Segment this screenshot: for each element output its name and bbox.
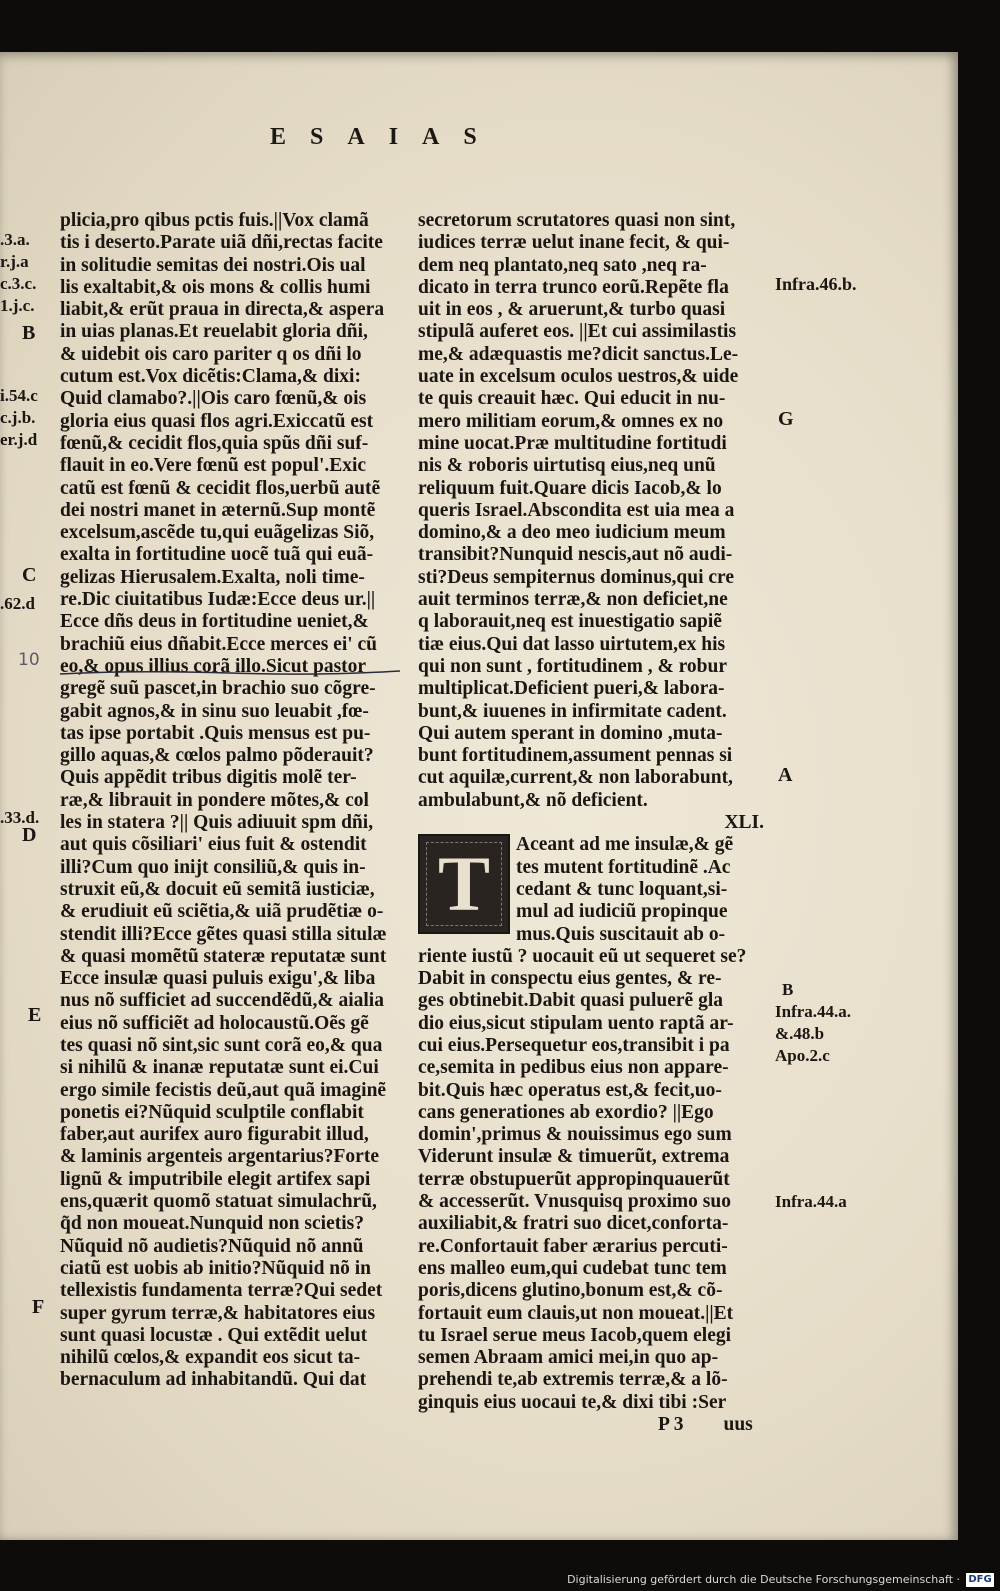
text-line: eius nõ sufficiẽt ad holocaustũ.Oẽs gẽ xyxy=(60,1012,369,1034)
text-line: iudices terræ uelut inane fecit, & qui- xyxy=(418,232,730,254)
text-line: dei nostri manet in æternũ.Sup montẽ xyxy=(60,499,376,521)
margin-note-left: er.j.d xyxy=(0,430,38,449)
margin-note-left: r.j.a xyxy=(0,252,29,271)
text-line: tas ipse portabit .Quis mensus est pu- xyxy=(60,722,371,744)
text-line: excelsum,ascẽde tu,qui euãgelizas Siõ, xyxy=(60,522,375,544)
text-line: stipulã auferet eos. ||Et cui assimilastis xyxy=(418,321,737,343)
text-line: cutum est.Vox dicẽtis:Clama,& dixi: xyxy=(60,366,361,388)
margin-note-left: .33.d. xyxy=(0,808,40,827)
text-line: sti?Deus sempiternus dominus,qui cre xyxy=(418,566,735,588)
margin-letter-right: A xyxy=(778,764,793,786)
text-line: nus nõ sufficiet ad succendẽdũ,& aialia xyxy=(60,990,384,1012)
text-line: mero militiam eorum,& omnes ex no xyxy=(418,410,724,432)
text-line: riente iustũ ? uocauit eũ ut sequeret se? xyxy=(418,945,747,967)
text-line: mul ad iudiciũ propinque xyxy=(516,901,728,923)
ink-underline-stroke xyxy=(60,668,400,678)
text-line: liabit,& erũt praua in directa,& aspera xyxy=(60,299,385,321)
text-line: uit in eos , & aruerunt,& turbo quasi xyxy=(418,299,726,321)
text-line: & laminis argenteis argentarius?Forte xyxy=(60,1146,379,1168)
text-line: lis exaltabit,& ois mons & collis humi xyxy=(60,276,371,298)
text-line: te quis creauit hæc. Qui educit in nu- xyxy=(418,388,726,410)
text-line: plicia,pro qibus pctis fuis.||Vox clamã xyxy=(60,210,369,231)
text-line: semen Abraam amici mei,in quo ap- xyxy=(418,1347,719,1369)
text-line: nihilũ cœlos,& expandit eos sicut ta- xyxy=(60,1347,361,1369)
text-line: fœnũ,& cecidit flos,quia spũs dñi suf- xyxy=(60,432,369,454)
text-line: auxiliabit,& fratri suo dicet,conforta- xyxy=(418,1213,729,1235)
text-line: stendit illi?Ecce gẽtes quasi stilla situlæ xyxy=(60,923,387,945)
margin-note-left: c.j.b. xyxy=(0,408,36,427)
text-line: ponetis ei?Nũquid sculptile conflabit xyxy=(60,1101,364,1123)
margin-note-left: 1.j.c. xyxy=(0,296,35,315)
text-line: bunt,& iuuenes in infirmitate cadent. xyxy=(418,700,727,722)
margin-note-right: Infra.44.a. xyxy=(775,1002,852,1021)
text-line: ens malleo eum,qui cudebat tunc tem xyxy=(418,1257,727,1279)
margin-letter-left: B xyxy=(22,322,36,344)
right-column-bottom-text xyxy=(418,946,768,1414)
text-line: Viderunt insulæ & timuerũt, extrema xyxy=(418,1146,730,1168)
text-line: auit terminos terræ,& non deficiet,ne xyxy=(418,589,728,611)
text-line: queris Israel.Abscondita est uia mea a xyxy=(418,499,735,521)
dfg-logo: DFG xyxy=(966,1573,994,1587)
page-signature-line xyxy=(418,1414,768,1436)
text-line: dem neq plantato,neq sato ,neq ra- xyxy=(418,254,707,276)
margin-note-left: .62.d xyxy=(0,594,35,613)
left-text-column xyxy=(60,210,410,1392)
text-line: transibit?Nunquid nescis,aut nõ audi- xyxy=(418,544,733,566)
text-line: re.Dic ciuitatibus Iudæ:Ecce deus ur.|| xyxy=(60,589,376,611)
text-line: gelizas Hierusalem.Exalta, noli time- xyxy=(60,566,365,588)
margin-note-left: c.3.c. xyxy=(0,274,37,293)
text-line: ciatũ est uobis ab initio?Nũquid nõ in xyxy=(60,1257,372,1279)
text-line: lignũ & imputribile elegit artifex sapi xyxy=(60,1168,371,1190)
text-line: qui non sunt , fortitudinem , & robur xyxy=(418,655,727,677)
text-line: tes quasi nõ sint,sic sunt corã eo,& qua xyxy=(60,1034,383,1056)
margin-note-left: i.54.c xyxy=(0,386,38,405)
text-line: Dabit in conspectu eius gentes, & re- xyxy=(418,968,722,990)
text-line: q laborauit,neq est inuestigatio sapiẽ xyxy=(418,611,722,633)
margin-note-right: Apo.2.c xyxy=(775,1046,830,1065)
text-line: bunt fortitudinem,assument pennas si xyxy=(418,745,733,767)
text-line: Quis appẽdit tribus digitis molẽ ter- xyxy=(60,767,357,789)
text-line: aut quis cõsiliari' eius fuit & ostendit xyxy=(60,834,367,856)
text-line: Qui autem sperant in domino ,muta- xyxy=(418,722,723,744)
margin-letter-left: D xyxy=(22,824,37,846)
text-line: dio eius,sicut stipulam uento raptã ar- xyxy=(418,1012,734,1034)
text-line: tis i deserto.Parate uiã dñi,rectas facite xyxy=(60,232,383,254)
text-line: nis & roboris uirtutisq eius,neq unũ xyxy=(418,455,716,477)
text-line: cans generationes ab exordio? ||Ego xyxy=(418,1101,714,1123)
text-line: terræ obstupuerũt appropinquauerũt xyxy=(418,1168,730,1190)
text-line: ambulabunt,& nõ deficient. xyxy=(418,789,648,811)
text-line: illi?Cum quo inijt consiliũ,& quis in- xyxy=(60,856,366,878)
chapter-number: XLI. xyxy=(724,812,764,834)
text-line: prehendi te,ab extremis terræ,& a lõ- xyxy=(418,1369,728,1391)
text-line: q̃d non moueat.Nunquid non scietis? xyxy=(60,1213,364,1235)
text-line: Nũquid nõ audietis?Nũquid nõ annũ xyxy=(60,1235,364,1257)
text-line: ges obtinebit.Dabit quasi puluerẽ gla xyxy=(418,990,724,1012)
text-line: Aceant ad me insulæ,& gẽ xyxy=(516,834,734,856)
margin-letter-right: G xyxy=(778,408,794,430)
text-line: Quid clamabo?.||Ois caro fœnũ,& ois xyxy=(60,388,367,410)
text-line: reliquum fuit.Quare dicis Iacob,& lo xyxy=(418,477,722,499)
text-line: Ecce insulæ quasi puluis exigu',& liba xyxy=(60,968,376,990)
text-line: in solitudie semitas dei nostri.Ois ual xyxy=(60,254,366,276)
text-line: faber,aut aurifex auro figurabit illud, xyxy=(60,1124,369,1146)
text-line: bernaculum ad inhabitandũ. Qui dat xyxy=(60,1369,367,1391)
margin-letter-right: B xyxy=(782,980,794,999)
right-column-top-text xyxy=(418,210,768,812)
right-text-column xyxy=(418,210,768,1436)
text-line: exalta in fortitudine uocẽ tuã qui euã- xyxy=(60,544,374,566)
text-line: & erudiuit eũ sciẽtia,& uiã prudẽtiæ o- xyxy=(60,901,384,923)
margin-note-right: Infra.44.a xyxy=(775,1192,847,1211)
page-header: ESAIAS xyxy=(270,124,501,150)
text-line: ergo simile fecistis deũ,aut quã imaginẽ xyxy=(60,1079,387,1101)
text-line: gloria eius quasi flos agri.Exiccatũ est xyxy=(60,410,374,432)
drop-cap-initial: T xyxy=(418,834,510,934)
text-line: si nihilũ & inanæ reputatæ sunt ei.Cui xyxy=(60,1057,379,1079)
text-line: tu Israel serue meus Iacob,quem elegi xyxy=(418,1324,732,1346)
text-line: brachiũ eius dñabit.Ecce merces ei' cũ xyxy=(60,633,378,655)
text-line: cedant & tunc loquant,si- xyxy=(516,878,728,900)
text-line: domino,& a deo meo iudicium meum xyxy=(418,522,726,544)
text-line: flauit in eo.Vere fœnũ est popul'.Exic xyxy=(60,455,367,477)
margin-letter-left: F xyxy=(32,1296,45,1318)
catchword: uus xyxy=(723,1414,753,1436)
text-line: bit.Quis hæc operatus est,& fecit,uo- xyxy=(418,1079,722,1101)
text-line: poris,dicens glutino,bonum est,& cõ- xyxy=(418,1280,723,1302)
text-line: struxit eũ,& docuit eũ semitã iusticiæ, xyxy=(60,878,375,900)
text-line: gregẽ suũ pascet,in brachio suo cõgre- xyxy=(60,678,376,700)
margin-note-left: .3.a. xyxy=(0,230,30,249)
text-line: & accesserũt. Vnusquisq proximo suo xyxy=(418,1191,731,1213)
text-line: ce,semita in pedibus eius non appare- xyxy=(418,1057,729,1079)
text-line: gillo aquas,& cœlos palmo põderauit? xyxy=(60,745,374,767)
book-page xyxy=(0,52,958,1540)
margin-letter-left: E xyxy=(28,1004,42,1026)
text-line: tellexistis fundamenta terræ?Qui sedet xyxy=(60,1280,383,1302)
text-line: catũ est fœnũ & cecidit flos,uerbũ autẽ xyxy=(60,477,381,499)
margin-note-right: Infra.46.b. xyxy=(775,274,857,294)
text-line: me,& adæquastis me?dicit sanctus.Le- xyxy=(418,343,739,365)
text-line: re.Confortauit faber ærarius percuti- xyxy=(418,1235,728,1257)
text-line: uate in excelsum oculos uestros,& uide xyxy=(418,366,739,388)
text-line: fortauit eum clauis,ut non moueat.||Et xyxy=(418,1302,734,1324)
text-line: ens,quærit quomõ statuat simulachrũ, xyxy=(60,1191,377,1213)
text-line: secretorum scrutatores quasi non sint, xyxy=(418,210,736,231)
text-line: sunt quasi locustæ . Qui extẽdit uelut xyxy=(60,1324,368,1346)
text-line: tiæ eius.Qui dat lasso uirtutem,ex his xyxy=(418,633,726,655)
text-line: mine uocat.Præ multitudine fortitudi xyxy=(418,432,727,454)
text-line: super gyrum terræ,& habitatores eius xyxy=(60,1302,376,1324)
text-line: & uidebit ois caro pariter q os dñi lo xyxy=(60,343,362,365)
text-line: tes mutent fortitudinẽ .Ac xyxy=(516,856,731,878)
text-line: ræ,& librauit in pondere mõtes,& col xyxy=(60,789,369,811)
text-line: mus.Quis suscitauit ab o- xyxy=(516,923,726,945)
text-line: gabit agnos,& in sinu suo leuabit ,fœ- xyxy=(60,700,369,722)
footer-credit: Digitalisierung gefördert durch die Deutsche Forschungsgemeinschaft · xyxy=(567,1573,960,1586)
text-line: cut aquilæ,current,& non laborabunt, xyxy=(418,767,733,789)
text-line: dicato in terra trunco eorũ.Repẽte fla xyxy=(418,276,729,298)
text-line: multiplicat.Deficient pueri,& labora- xyxy=(418,678,725,700)
margin-letter-left: C xyxy=(22,564,37,586)
footer-bar xyxy=(0,1569,1000,1591)
text-line: les in statera ?|| Quis adiuuit spm dñi, xyxy=(60,812,374,834)
text-line: ginquis eius uocaui te,& dixi tibi :Ser xyxy=(418,1391,727,1413)
text-line: in uias planas.Et reuelabit gloria dñi, xyxy=(60,321,368,343)
margin-note-right: &.48.b xyxy=(775,1024,825,1043)
text-line: cui eius.Persequetur eos,transibit i pa xyxy=(418,1034,730,1056)
text-line: eo,& opus illius corã illo.Sicut pastor xyxy=(60,655,367,677)
handwritten-line-number: 10 xyxy=(18,650,40,670)
signature-mark: P 3 xyxy=(658,1414,684,1436)
text-line: & quasi momẽtũ stateræ reputatæ sunt xyxy=(60,945,387,967)
text-line: Ecce dñs deus in fortitudine ueniet,& xyxy=(60,611,369,633)
chapter-opening xyxy=(418,834,768,945)
text-line: domin',primus & nouissimus ego sum xyxy=(418,1124,732,1146)
